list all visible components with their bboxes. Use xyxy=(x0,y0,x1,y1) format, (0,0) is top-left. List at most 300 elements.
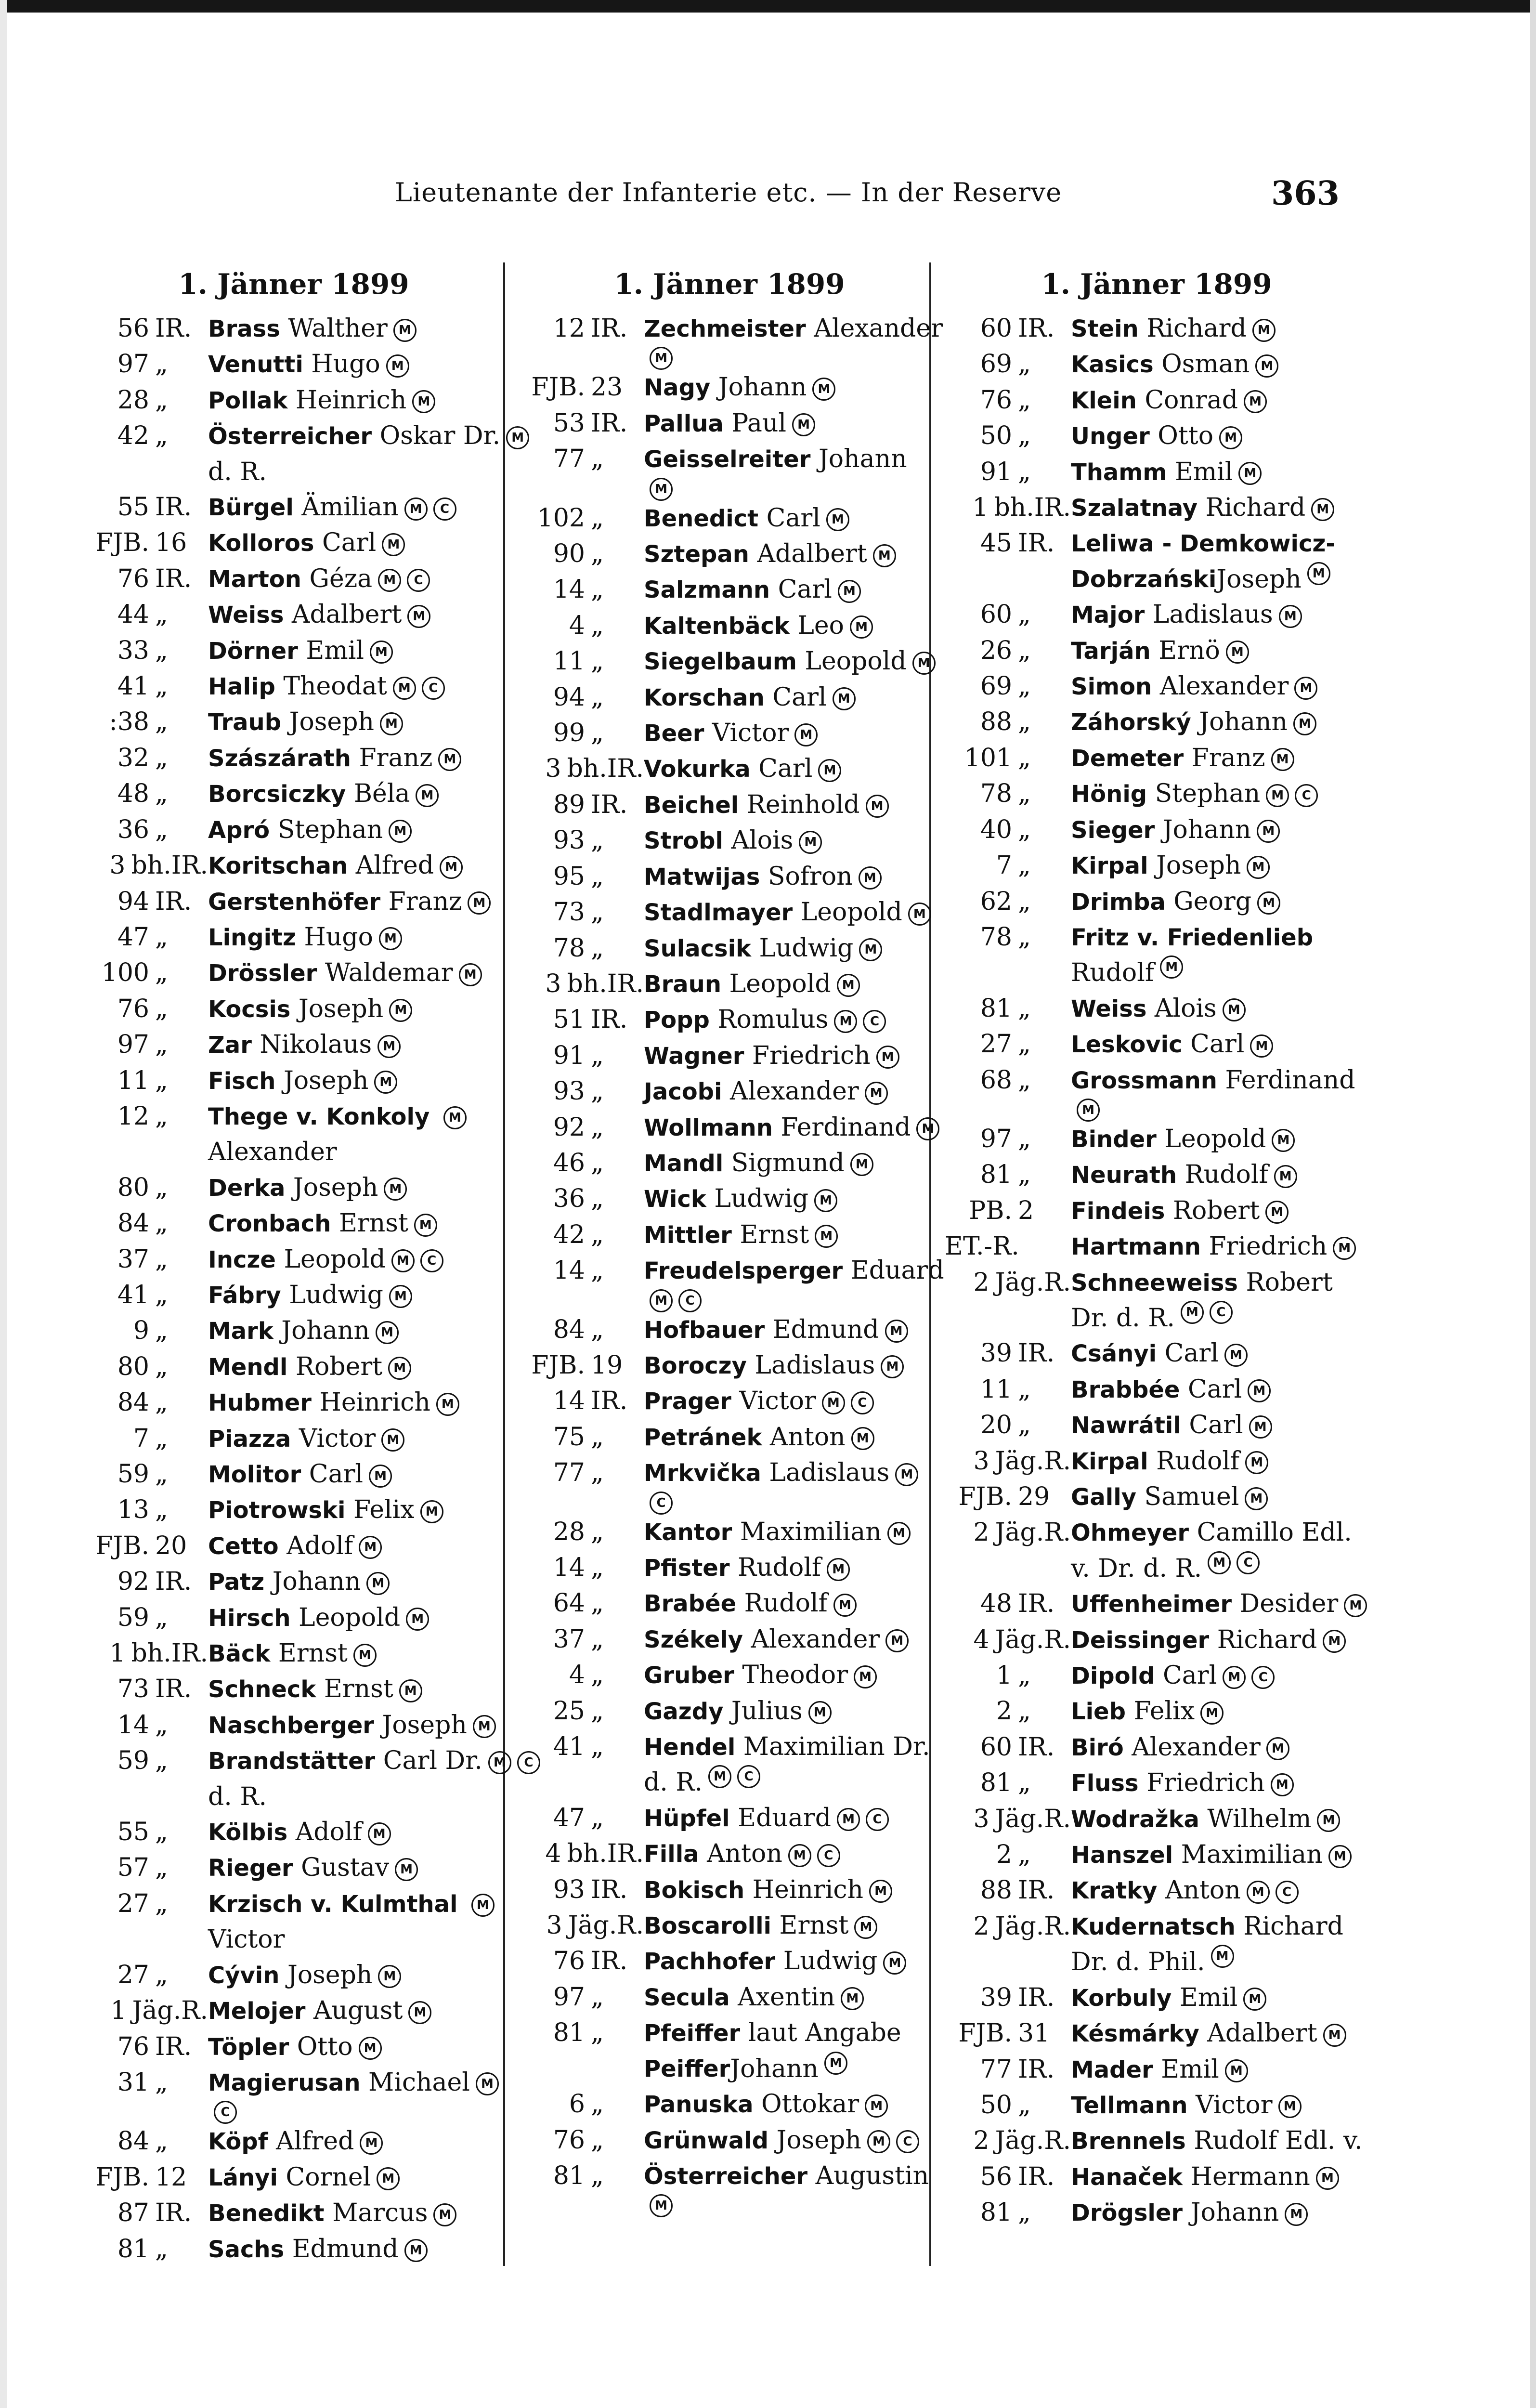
officer-given-name: Emil xyxy=(306,636,364,665)
m-mark-icon: M xyxy=(1257,891,1280,915)
m-mark-icon: M xyxy=(1219,426,1242,449)
regiment-number: 84 xyxy=(553,1315,585,1344)
regiment-unit: Jäg.R. xyxy=(995,1911,1071,1941)
officer-given-name: Otto xyxy=(297,2032,353,2061)
officer-name xyxy=(1071,812,1368,848)
officer-given-name: Hugo xyxy=(311,350,380,379)
officer-surname: Demeter xyxy=(1071,745,1184,772)
officer-surname: Szászárath xyxy=(208,745,351,772)
regiment-unit: „ xyxy=(155,743,168,772)
regiment-designation xyxy=(82,1600,208,1636)
officer-name xyxy=(644,1181,941,1217)
regiment-unit: IR. xyxy=(1018,2055,1055,2084)
m-mark-icon: M xyxy=(792,413,815,436)
regiment-designation xyxy=(945,848,1071,883)
officer-surname: Tellmann xyxy=(1071,2092,1188,2119)
officer-surname: Fritz v. Friedenlieb xyxy=(1071,924,1314,951)
running-header-title: Lieutenante der Infanterie etc. — In der Reserve xyxy=(395,177,1062,208)
regiment-number: 94 xyxy=(117,887,149,916)
officer-surname: Biró xyxy=(1071,1734,1124,1761)
regiment-designation xyxy=(82,347,208,382)
regiment-unit: „ xyxy=(1018,1030,1031,1059)
officer-given-name: Richard xyxy=(1205,493,1306,523)
regiment-designation xyxy=(518,1455,644,1491)
regiment-unit: „ xyxy=(155,707,168,737)
regiment-designation xyxy=(518,787,644,823)
regiment-designation xyxy=(82,597,208,632)
regiment-unit: IR. xyxy=(1018,1589,1055,1619)
regiment-unit: „ xyxy=(1018,421,1031,451)
regiment-designation xyxy=(518,1074,644,1109)
regiment-number: 95 xyxy=(553,862,585,891)
officer-name xyxy=(1071,1766,1368,1801)
m-mark-icon: M xyxy=(443,1106,467,1129)
regiment-unit: „ xyxy=(591,2018,604,2048)
officer-surname: Wagner xyxy=(644,1042,744,1070)
m-mark-icon: M xyxy=(833,687,856,710)
regiment-designation xyxy=(945,347,1071,382)
m-mark-icon: M xyxy=(389,1285,412,1308)
roster-entry xyxy=(82,2196,506,2231)
officer-given-name: Romulus xyxy=(717,1005,829,1034)
m-mark-icon: M xyxy=(859,866,882,890)
officer-name xyxy=(1071,1837,1368,1873)
c-mark-icon: C xyxy=(1276,1881,1299,1904)
regiment-number: 76 xyxy=(553,2125,585,2155)
m-mark-icon: M xyxy=(850,1153,873,1176)
officer-given-name: Joseph xyxy=(289,707,374,737)
officer-given-name: Carl Dr. xyxy=(383,1746,482,1776)
officer-surname: Brabbée xyxy=(1071,1376,1180,1403)
entry-continuation xyxy=(945,955,1368,991)
m-mark-icon: M xyxy=(1255,354,1278,378)
regiment-designation xyxy=(518,931,644,966)
officer-surname: Molitor xyxy=(208,1461,301,1488)
officer-surname: Mrkvička xyxy=(644,1460,761,1487)
regiment-number: 59 xyxy=(117,1603,149,1632)
regiment-designation xyxy=(82,1242,208,1277)
roster-entry xyxy=(82,812,506,848)
page-number: 363 xyxy=(1271,174,1340,213)
regiment-designation xyxy=(518,1217,644,1253)
regiment-number: 80 xyxy=(117,1173,149,1202)
officer-name xyxy=(644,572,941,608)
roster-entry xyxy=(945,884,1368,920)
m-mark-icon: M xyxy=(1238,462,1262,485)
roster-entry xyxy=(945,1265,1368,1301)
officer-name xyxy=(1071,1479,1368,1515)
regiment-designation xyxy=(518,537,644,572)
officer-given-name: Waldemar xyxy=(325,958,453,988)
officer-surname: Pfeiffer xyxy=(644,2020,741,2047)
regiment-designation xyxy=(518,1836,644,1871)
m-mark-icon: M xyxy=(1247,1881,1270,1904)
m-mark-icon: M xyxy=(859,938,882,961)
regiment-unit: „ xyxy=(591,1803,604,1832)
roster-entry xyxy=(945,1027,1368,1062)
regiment-number: 11 xyxy=(117,1066,149,1095)
officer-given-name: Robert xyxy=(295,1352,383,1381)
officer-surname: Schneck xyxy=(208,1676,316,1703)
regiment-number: 93 xyxy=(553,1875,585,1904)
regiment-unit: „ xyxy=(591,1696,604,1726)
regiment-unit: „ xyxy=(1018,887,1031,916)
roster-entry xyxy=(518,1694,941,1729)
officer-given-name: Paul xyxy=(731,408,787,438)
officer-surname: Ohmeyer xyxy=(1071,1519,1189,1547)
officer-given-name: Theodor xyxy=(742,1661,848,1690)
regiment-unit: „ xyxy=(155,1889,168,1918)
c-mark-icon: C xyxy=(650,1492,673,1515)
regiment-unit: „ xyxy=(155,1460,168,1489)
regiment-unit: FJB. xyxy=(95,528,149,558)
m-mark-icon: M xyxy=(379,927,402,950)
regiment-unit: „ xyxy=(155,1101,168,1131)
regiment-unit: „ xyxy=(591,933,604,963)
officer-surname: Kantor xyxy=(644,1518,732,1546)
regiment-number: 92 xyxy=(553,1112,585,1142)
regiment-unit: „ xyxy=(1018,2198,1031,2227)
regiment-unit: „ xyxy=(591,445,604,474)
officer-given-name: Johann xyxy=(1162,815,1251,844)
roster-entry xyxy=(945,1766,1368,1801)
entry-continuation xyxy=(82,1780,506,1815)
officer-name xyxy=(208,597,506,633)
officer-name xyxy=(644,1944,941,1979)
officer-surname: Deissinger xyxy=(1071,1626,1210,1654)
regiment-unit: „ xyxy=(1018,779,1031,809)
regiment-designation xyxy=(945,1063,1071,1098)
regiment-number: 47 xyxy=(117,922,149,952)
roster-entry xyxy=(82,955,506,991)
regiment-designation xyxy=(82,633,208,668)
roster-entry xyxy=(518,967,941,1002)
regiment-designation xyxy=(82,1743,208,1779)
m-mark-icon: M xyxy=(1248,1379,1271,1402)
regiment-number: 80 xyxy=(117,1352,149,1381)
c-mark-icon: C xyxy=(851,1391,874,1414)
m-mark-icon: M xyxy=(1323,1630,1346,1653)
roster-entry xyxy=(82,1385,506,1421)
officer-surname: Leliwa - Demkowicz- xyxy=(1071,530,1336,558)
regiment-designation xyxy=(945,705,1071,740)
regiment-unit: IR. xyxy=(155,564,192,593)
officer-name xyxy=(1071,383,1368,419)
officer-given-name: Richard xyxy=(1217,1625,1317,1654)
officer-given-name: laut Angabe xyxy=(748,2018,901,2048)
regiment-unit: „ xyxy=(155,2068,168,2097)
regiment-designation xyxy=(945,633,1071,668)
officer-name xyxy=(644,1110,941,1146)
c-mark-icon: C xyxy=(433,497,456,521)
officer-name xyxy=(1071,633,1368,669)
officer-surname: Gruber xyxy=(644,1662,734,1689)
regiment-number: 14 xyxy=(117,1710,149,1740)
officer-given-name: Ottokar xyxy=(761,2090,859,2119)
m-mark-icon: M xyxy=(794,723,818,746)
officer-name xyxy=(208,2160,506,2196)
regiment-unit: „ xyxy=(1018,922,1031,952)
regiment-designation xyxy=(945,490,1071,525)
officer-name xyxy=(208,955,506,991)
regiment-number: 50 xyxy=(980,2090,1012,2120)
officer-name xyxy=(1071,1444,1368,1479)
officer-surname: Fisch xyxy=(208,1067,276,1095)
officer-name xyxy=(208,669,506,705)
officer-name xyxy=(1071,848,1368,884)
officer-name xyxy=(644,2087,941,2122)
m-mark-icon: M xyxy=(812,378,835,401)
m-mark-icon: M xyxy=(650,478,673,501)
officer-given-name: Joseph xyxy=(382,1710,467,1740)
m-mark-icon: M xyxy=(1200,1701,1224,1725)
officer-name xyxy=(208,1170,506,1206)
entry-continuation xyxy=(518,1765,941,1800)
officer-surname: Pachhofer xyxy=(644,1948,776,1976)
officer-name xyxy=(1071,1909,1368,1945)
officer-given-name: Carl xyxy=(309,1460,364,1489)
m-mark-icon: M xyxy=(1223,1666,1246,1689)
regiment-designation xyxy=(945,1802,1071,1837)
regiment-designation xyxy=(518,1622,644,1657)
officer-given-name: Carl xyxy=(758,754,813,784)
regiment-number: 39 xyxy=(980,1339,1012,1368)
m-mark-icon: M xyxy=(1224,1344,1248,1367)
regiment-number: 48 xyxy=(117,779,149,809)
regiment-unit: IR. xyxy=(155,1567,192,1597)
roster-entry xyxy=(945,991,1368,1027)
officer-given-name: Joseph xyxy=(287,1960,373,1989)
m-mark-icon: M xyxy=(374,1071,397,1094)
roster-entry xyxy=(945,419,1368,454)
officer-surname: Unger xyxy=(1071,423,1150,450)
officer-given-name: Leopold xyxy=(805,647,907,676)
regiment-number: 97 xyxy=(553,1982,585,2012)
officer-given-name: Theodat xyxy=(283,672,387,701)
officer-given-name: Desider xyxy=(1239,1589,1339,1619)
roster-entry xyxy=(518,895,941,930)
roster-entry xyxy=(518,501,941,537)
regiment-unit: „ xyxy=(591,503,604,533)
m-mark-icon: M xyxy=(1208,1551,1231,1574)
officer-surname: Weiss xyxy=(208,602,284,629)
regiment-number: 73 xyxy=(553,898,585,927)
regiment-designation xyxy=(945,812,1071,848)
m-mark-icon: M xyxy=(881,1355,904,1378)
regiment-number: 2 xyxy=(973,1911,989,1941)
regiment-number: 77 xyxy=(553,1458,585,1488)
m-mark-icon: M xyxy=(412,390,435,413)
regiment-unit: „ xyxy=(155,1853,168,1883)
regiment-unit: „ xyxy=(155,1352,168,1381)
officer-name xyxy=(1071,1802,1368,1837)
m-mark-icon: M xyxy=(488,1751,511,1774)
officer-given-name: Leo xyxy=(797,611,844,640)
regiment-unit: „ xyxy=(155,1316,168,1346)
regiment-unit: „ xyxy=(1018,851,1031,880)
roster-entry xyxy=(518,823,941,859)
regiment-number: 4 xyxy=(569,611,585,640)
regiment-number: 77 xyxy=(553,445,585,474)
regiment-designation xyxy=(945,1479,1071,1515)
officer-name xyxy=(644,370,941,406)
m-mark-icon: M xyxy=(1317,1809,1340,1832)
regiment-designation xyxy=(82,2065,208,2100)
officer-given-name: Eduard xyxy=(738,1803,832,1832)
regiment-designation xyxy=(945,1372,1071,1407)
regiment-designation xyxy=(945,1909,1071,1944)
regiment-number: 81 xyxy=(980,994,1012,1023)
m-mark-icon: M xyxy=(824,2052,847,2075)
regiment-unit: „ xyxy=(1018,1065,1031,1095)
m-mark-icon: M xyxy=(408,2001,431,2024)
officer-surname: Salzmann xyxy=(644,576,770,604)
regiment-unit: IR. xyxy=(1018,2162,1055,2191)
regiment-designation xyxy=(82,955,208,991)
officer-name xyxy=(1071,991,1368,1027)
m-mark-icon: M xyxy=(1307,562,1330,585)
m-mark-icon: M xyxy=(818,759,841,782)
regiment-designation xyxy=(945,884,1071,919)
m-mark-icon: M xyxy=(1272,1129,1295,1152)
continuation-text: Rudolf xyxy=(1071,958,1155,988)
officer-given-name: Victor xyxy=(1196,2090,1273,2120)
regiment-designation xyxy=(518,370,644,405)
officer-name xyxy=(644,406,941,442)
roster-entry xyxy=(945,1122,1368,1157)
regiment-unit: IR. xyxy=(1018,1339,1055,1368)
roster-entry xyxy=(82,1636,506,1672)
officer-surname: Kirpal xyxy=(1071,852,1148,880)
roster-entry xyxy=(945,1408,1368,1443)
officer-name xyxy=(1071,1873,1368,1909)
officer-given-name: Ernst xyxy=(740,1220,809,1249)
regiment-number: 3 xyxy=(109,851,126,880)
officer-name xyxy=(1071,2123,1368,2159)
regiment-designation xyxy=(518,1658,644,1693)
officer-surname: Lányi xyxy=(208,2164,278,2191)
regiment-unit: FJB. xyxy=(95,1531,149,1560)
officer-name xyxy=(208,311,506,347)
officer-surname: Simon xyxy=(1071,673,1152,701)
roster-entry xyxy=(82,1492,506,1528)
regiment-designation xyxy=(518,751,644,786)
regiment-designation xyxy=(82,2232,208,2267)
entry-continuation xyxy=(518,1492,941,1515)
m-mark-icon: M xyxy=(353,1644,377,1667)
regiment-number: 26 xyxy=(980,636,1012,665)
m-mark-icon: M xyxy=(377,1035,401,1058)
officer-given-name: Alois xyxy=(731,826,794,855)
officer-surname: Nawrátil xyxy=(1071,1412,1181,1440)
regiment-unit: FJB. xyxy=(95,2162,149,2192)
regiment-unit: „ xyxy=(1018,385,1031,415)
m-mark-icon: M xyxy=(908,903,931,926)
officer-given-name: Wilhelm xyxy=(1207,1804,1312,1833)
officer-name xyxy=(644,501,941,537)
m-mark-icon: M xyxy=(887,1522,911,1545)
regiment-unit: FJB. xyxy=(958,2019,1012,2048)
roster-entry xyxy=(518,2015,941,2051)
m-mark-icon: M xyxy=(833,1594,857,1617)
officer-surname: Kocsis xyxy=(208,995,291,1023)
officer-name xyxy=(644,787,941,823)
m-mark-icon: M xyxy=(822,1391,845,1414)
regiment-unit: IR. xyxy=(591,1875,628,1904)
officer-name xyxy=(208,1850,506,1886)
officer-name xyxy=(208,419,529,454)
officer-surname: Cetto xyxy=(208,1532,279,1560)
regiment-unit: „ xyxy=(155,1495,168,1525)
officer-surname: Hendel xyxy=(644,1734,736,1761)
regiment-unit: „ xyxy=(1018,1768,1031,1798)
officer-given-name: Friedrich xyxy=(752,1041,871,1070)
roster-entry xyxy=(82,1206,506,1242)
roster-entry xyxy=(82,920,506,955)
m-mark-icon: M xyxy=(395,1858,418,1881)
roster-entry xyxy=(518,2087,941,2122)
officer-given-name: Alexander xyxy=(751,1624,880,1654)
m-mark-icon: M xyxy=(865,1082,888,1105)
regiment-number: 84 xyxy=(117,1209,149,1238)
officer-given-name: Alexander xyxy=(730,1077,859,1106)
c-mark-icon: C xyxy=(420,1249,443,1272)
regiment-number: 29 xyxy=(1018,1482,1050,1511)
regiment-number: 4 xyxy=(545,1839,561,1869)
officer-surname: Incze xyxy=(208,1246,276,1273)
officer-name xyxy=(208,2065,506,2101)
m-mark-icon: M xyxy=(1247,856,1270,879)
regiment-designation xyxy=(82,1206,208,1241)
officer-surname: Traub xyxy=(208,709,282,736)
regiment-designation xyxy=(82,992,208,1027)
officer-name xyxy=(644,1586,941,1622)
officer-given-name: Felix xyxy=(353,1495,415,1525)
regiment-designation xyxy=(945,1623,1071,1658)
regiment-unit: „ xyxy=(1018,672,1031,701)
officer-surname: Záhorský xyxy=(1071,709,1191,736)
m-mark-icon: M xyxy=(650,347,673,370)
m-mark-icon: M xyxy=(1333,1237,1356,1260)
regiment-number: 62 xyxy=(980,887,1012,916)
regiment-number: 27 xyxy=(980,1030,1012,1059)
roster-entry xyxy=(518,787,941,823)
officer-surname: Hartmann xyxy=(1071,1233,1201,1261)
roster-entry xyxy=(945,1586,1368,1622)
regiment-designation xyxy=(945,2052,1071,2087)
regiment-number: 6 xyxy=(569,2090,585,2119)
officer-surname: Freudelsperger xyxy=(644,1257,843,1285)
m-mark-icon: M xyxy=(827,1558,850,1581)
officer-given-name: Johann xyxy=(1199,707,1288,737)
regiment-designation xyxy=(82,2196,208,2231)
regiment-unit: „ xyxy=(591,1077,604,1106)
m-mark-icon: M xyxy=(885,1629,909,1652)
regiment-number: 11 xyxy=(553,647,585,676)
regiment-unit: „ xyxy=(591,1112,604,1142)
roster-entry xyxy=(82,1708,506,1743)
officer-surname: Koritschan xyxy=(208,852,348,880)
regiment-designation xyxy=(945,1193,1071,1229)
roster-entry xyxy=(82,1886,506,1922)
regiment-number: 4 xyxy=(569,1661,585,1690)
officer-name xyxy=(1071,920,1368,955)
regiment-unit: „ xyxy=(155,2234,168,2264)
regiment-unit: IR. xyxy=(591,1387,628,1416)
regiment-unit: „ xyxy=(591,2161,604,2190)
m-mark-icon: M xyxy=(851,1427,874,1450)
m-mark-icon: M xyxy=(414,1214,437,1237)
